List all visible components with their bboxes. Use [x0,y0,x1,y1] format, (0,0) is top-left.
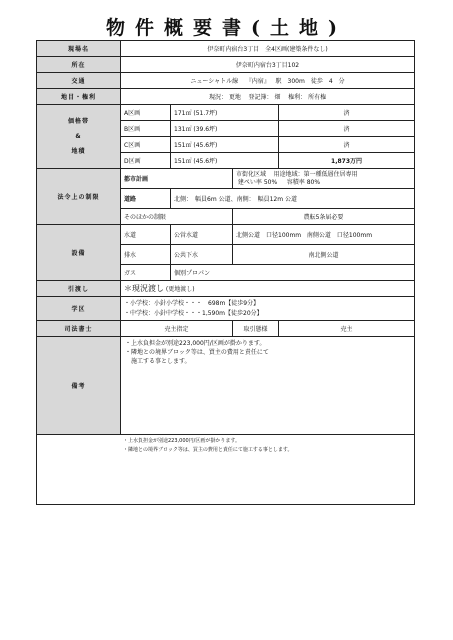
row-location-name [37,41,415,57]
footer-item: ・上水負担金が別途223,000円/区画が掛かります。 [123,438,240,444]
gas-value: 個別プロパン [171,265,415,281]
label-price [37,105,121,169]
remarks-item: ・上水負担金が別途223,000円/区画が掛かります。 [125,340,266,347]
lot-d-status: 1,873万円 [279,153,415,169]
lot-c-name: C区画 [121,137,171,153]
label-price-bottom: 地積 [71,148,86,155]
label-remarks: 備考 [37,337,121,435]
water-north: 北側公道 口径100mm [236,232,302,239]
row-remarks [37,337,415,435]
label-scrivener: 司法書士 [37,321,121,337]
legal-coverage-label: 建ぺい率 [237,178,262,186]
transaction-label: 取引態様 [233,321,279,337]
land-registry: 畑 [274,94,281,101]
lot-c-status: 済 [279,137,415,153]
row-school [37,297,415,321]
label-address: 所在 [37,57,121,73]
transport-line: ニューシャトル線 [190,78,239,85]
legal-zone-top [236,171,411,179]
handover-note: (更地渡し) [165,286,195,293]
land-current: 更地 [228,94,241,101]
label-price-top: 価格帯 [67,118,89,125]
label-handover: 引渡し [37,281,121,297]
handover-value: ＊現況渡し [124,284,164,293]
land-rights: 所有権 [308,94,327,101]
value-school [121,297,415,321]
value-transport [121,73,415,89]
lot-b-status: 済 [279,121,415,137]
remarks-item: 施工する事とします。 [125,358,191,365]
label-facilities: 設備 [37,225,121,281]
row-address [37,57,415,73]
row-water [37,225,415,245]
scrivener-value: 売主指定 [121,321,233,337]
legal-city-area: 市街化区域 [236,170,267,178]
row-transport [37,73,415,89]
drain-label: 排水 [121,245,171,265]
label-price-mid: & [75,133,82,140]
water-detail [233,225,415,245]
row-city-plan [37,169,415,189]
drain-value: 公共下水 [171,245,233,265]
footer-notes [37,435,415,505]
land-registry-label: 登記簿： [248,94,273,101]
water-south: 南側公道 口径100mm [306,232,373,239]
transport-station: 『内宿』 [245,78,270,85]
row-lot-a [37,105,415,121]
lot-d-area: 151㎡ (45.6坪) [171,153,279,169]
land-current-label: 現況： [208,94,227,101]
gas-label: ガス [121,265,171,281]
value-land [121,89,415,105]
remarks-item: ・隣地との境界ブロック等は、買主の費用と責任にて [125,349,269,356]
legal-coverage: 50% [263,178,278,186]
school-item: ・中学校：小針中学校・・・1,590m【徒歩20分】 [124,309,263,317]
label-school: 学区 [37,297,121,321]
label-legal: 法令上の制限 [37,169,121,225]
label-transport: 交通 [37,73,121,89]
transport-distance: 駅 300m 徒歩 4 分 [275,78,345,85]
legal-road-detail: 北側： 幅員6m 公道、南側： 幅員12m 公道 [171,189,415,209]
transaction-value: 売主 [279,321,415,337]
water-label: 水道 [121,225,171,245]
legal-far: 80% [306,178,321,186]
lot-c-area: 151㎡ (45.6坪) [171,137,279,153]
lot-a-name: A区画 [121,105,171,121]
lot-b-area: 131㎡ (39.6坪) [171,121,279,137]
label-land: 地目・権利 [37,89,121,105]
legal-far-label: 容積率 [286,178,305,186]
legal-zone: 用途地域：第一種低層住居専用 [273,170,358,178]
legal-ratio [236,179,411,187]
footer-item: ・隣地との境界ブロック等は、買主の費用と責任にて施工する事とします。 [123,447,293,453]
property-sheet [36,40,415,505]
legal-city-plan: 都市計画 [121,169,233,189]
land-rights-label: 権利： [288,94,307,101]
row-scrivener [37,321,415,337]
legal-road: 道路 [121,189,171,209]
label-location-name: 現場名 [37,41,121,57]
water-value: 公営水道 [171,225,233,245]
lot-b-name: B区画 [121,121,171,137]
lot-a-status: 済 [279,105,415,121]
value-handover [121,281,415,297]
school-item: ・小学校：小針小学校・・・ 698m【徒歩9分】 [124,299,260,307]
value-location-name: 伊奈町内宿台3丁目 全4区画(建築条件なし) [121,41,415,57]
legal-other-label: そのほかの制限 [121,209,233,225]
legal-other: 農転5条届必要 [233,209,415,225]
row-footer-notes [37,435,415,505]
lot-a-area: 171㎡ (51.7坪) [171,105,279,121]
value-address: 伊奈町内宿台3丁目102 [121,57,415,73]
row-land [37,89,415,105]
row-handover [37,281,415,297]
document-title: 物件概要書(土地) [106,17,347,39]
value-remarks [121,337,415,435]
drain-detail: 南北側公道 [233,245,415,265]
lot-d-name: D区画 [121,153,171,169]
legal-zone-block [233,169,415,189]
